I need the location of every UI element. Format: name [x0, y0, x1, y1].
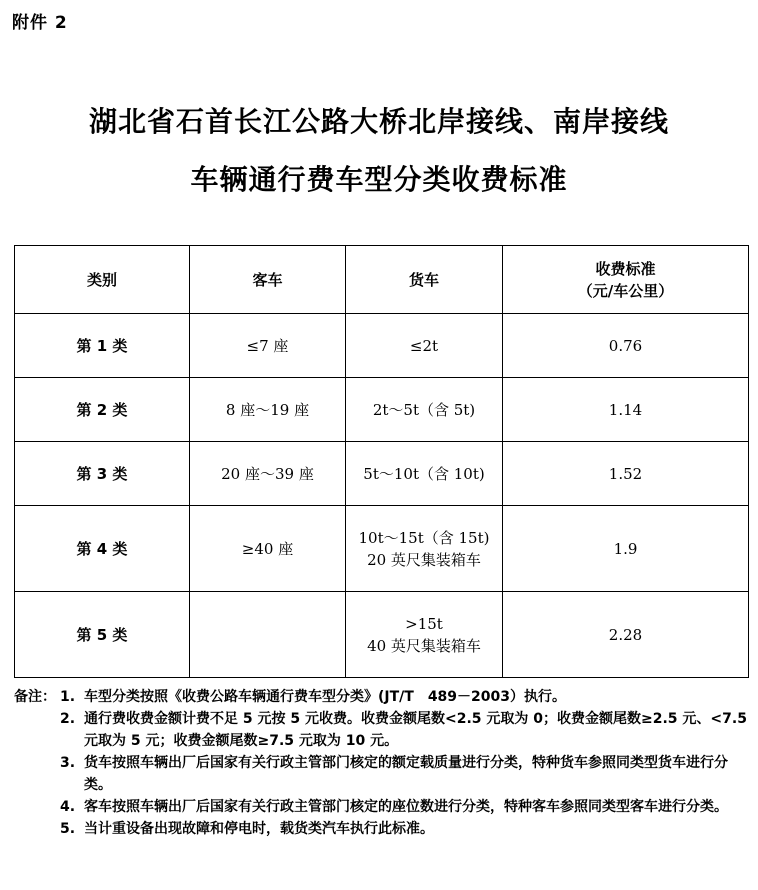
cell-truck [346, 314, 503, 378]
cell-fee: 0.76 [503, 314, 749, 378]
cell-truck-line1: 2t～5t（含 5t) [372, 400, 476, 419]
document-title-line2: 车辆通行费车型分类收费标准 [190, 163, 568, 196]
header-fee-line1: 收费标准 [595, 259, 656, 278]
cell-category: 第 1 类 [15, 314, 190, 378]
note-item [14, 818, 750, 840]
note-number: 1. [60, 689, 76, 705]
table-header-row [15, 246, 749, 314]
cell-category: 第 5 类 [15, 592, 190, 678]
table-row [15, 442, 749, 506]
header-fee-line2: （元/车公里） [577, 281, 674, 300]
cell-truck [346, 592, 503, 678]
cell-truck [346, 442, 503, 506]
cell-bus: ≤7 座 [190, 314, 346, 378]
note-number: 3. [60, 755, 76, 771]
note-text: 车型分类按照《收费公路车辆通行费车型分类》(JT/T 489－2003）执行。 [84, 689, 567, 705]
note-text: 通行费收费金额计费不足 5 元按 5 元收费。收费金额尾数<2.5 元取为 0；收费金额尾数≥2.5 元、<7.5 元取为 5 元；收费金额尾数≥7.5 元取为 10 元。 [84, 711, 747, 749]
cell-fee: 1.9 [503, 506, 749, 592]
table-row [15, 378, 749, 442]
cell-category: 第 2 类 [15, 378, 190, 442]
note-number: 2. [60, 711, 76, 727]
cell-truck-line2: 40 英尺集装箱车 [367, 636, 481, 655]
header-bus: 客车 [190, 246, 346, 314]
cell-truck-line2: 20 英尺集装箱车 [367, 550, 481, 569]
note-item [14, 796, 750, 818]
notes-prefix: 备注： [14, 689, 56, 705]
cell-category: 第 4 类 [15, 506, 190, 592]
header-truck: 货车 [346, 246, 503, 314]
cell-bus: 8 座～19 座 [190, 378, 346, 442]
cell-bus [190, 592, 346, 678]
cell-fee: 1.14 [503, 378, 749, 442]
note-number: 4. [60, 799, 76, 815]
cell-truck-line1: >15t [405, 614, 443, 633]
header-category: 类别 [15, 246, 190, 314]
header-fee [503, 246, 749, 314]
note-item [14, 686, 750, 708]
cell-truck-line1: ≤2t [409, 336, 439, 355]
document-title-line1: 湖北省石首长江公路大桥北岸接线、南岸接线 [88, 105, 669, 138]
cell-bus: ≥40 座 [190, 506, 346, 592]
cell-truck-line1: 10t～15t（含 15t) [358, 528, 490, 547]
cell-truck-line1: 5t～10t（含 10t) [363, 464, 485, 483]
note-number: 5. [60, 821, 76, 837]
cell-fee: 2.28 [503, 592, 749, 678]
cell-bus: 20 座～39 座 [190, 442, 346, 506]
table-row [15, 314, 749, 378]
note-item [14, 708, 750, 752]
cell-truck [346, 378, 503, 442]
attachment-label: 附件 2 [12, 13, 68, 33]
note-text: 当计重设备出现故障和停电时，载货类汽车执行此标准。 [84, 821, 434, 837]
table-row [15, 506, 749, 592]
note-text: 客车按照车辆出厂后国家有关行政主管部门核定的座位数进行分类，特种客车参照同类型客车进行分类。 [84, 799, 728, 815]
cell-category: 第 3 类 [15, 442, 190, 506]
fee-standard-table [14, 245, 749, 678]
table-row [15, 592, 749, 678]
notes-section [14, 686, 750, 840]
cell-truck [346, 506, 503, 592]
cell-fee: 1.52 [503, 442, 749, 506]
note-item [14, 752, 750, 796]
note-text: 货车按照车辆出厂后国家有关行政主管部门核定的额定载质量进行分类，特种货车参照同类型货车进行分类。 [84, 755, 728, 793]
